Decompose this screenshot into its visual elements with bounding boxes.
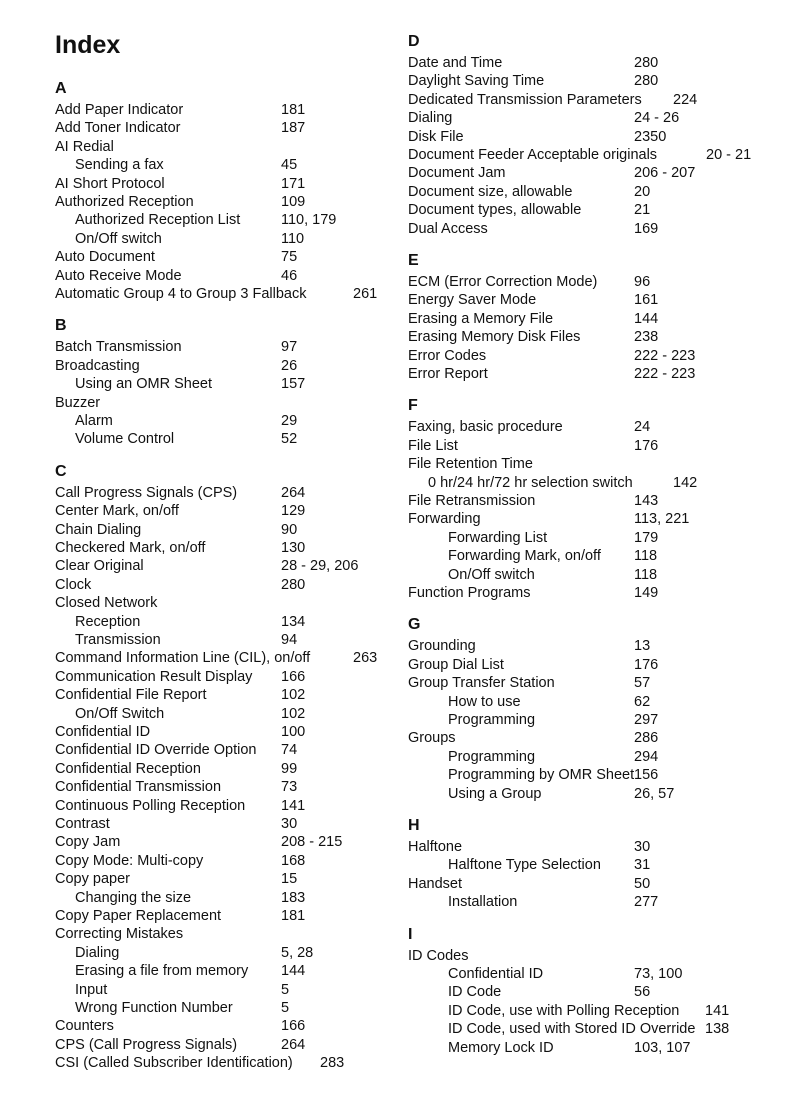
entry-page: 109 xyxy=(281,194,306,210)
entry-page: 29 xyxy=(281,413,298,429)
entry-term: Reception xyxy=(75,613,141,630)
entry-page: 283 xyxy=(320,1055,345,1072)
entry-page: 100 xyxy=(281,724,306,740)
entry-page: 20 xyxy=(634,183,651,200)
entry-term: Dedicated Transmission Parameters xyxy=(408,91,642,108)
entry-term: Dialing xyxy=(408,110,453,127)
entry-term: Confidential ID xyxy=(55,724,151,740)
entry-page: 129 xyxy=(281,503,306,520)
entry-page: 280 xyxy=(634,73,659,90)
entry-term: Automatic Group 4 to Group 3 Fallback xyxy=(55,286,307,302)
entry-term: Add Toner Indicator xyxy=(55,120,181,137)
entry-term: Confidential Transmission xyxy=(55,779,222,796)
entry-term: Confidential ID xyxy=(448,966,544,982)
entry-term: Sending a fax xyxy=(75,157,164,174)
entry-term: Copy Jam xyxy=(55,834,121,851)
entry-page: 157 xyxy=(281,376,306,393)
entry-page: 24 xyxy=(634,419,651,436)
entry-term: Contrast xyxy=(55,816,110,832)
entry-term: Disk File xyxy=(408,128,464,145)
entry-term: Confidential File Report xyxy=(55,687,207,704)
entry-page: 206 - 207 xyxy=(634,165,696,182)
entry-page: 30 xyxy=(281,816,298,832)
entry-page: 97 xyxy=(281,339,298,356)
entry-term: ID Code xyxy=(448,984,502,1001)
entry-page: 130 xyxy=(281,540,306,556)
entry-term: Group Transfer Station xyxy=(408,675,555,692)
entry-term: Group Dial List xyxy=(408,656,504,673)
entry-page: 169 xyxy=(634,220,659,237)
entry-page: 24 - 26 xyxy=(634,110,680,127)
entry-term: CPS (Call Progress Signals) xyxy=(55,1036,238,1053)
entry-page: 280 xyxy=(281,576,306,593)
entry-page: 142 xyxy=(673,474,698,491)
entry-term: Continuous Polling Reception xyxy=(55,797,246,814)
section-letter-b: B xyxy=(55,317,67,335)
entry-page: 156 xyxy=(634,767,659,784)
entry-term: Forwarding List xyxy=(448,529,548,546)
entry-page: 263 xyxy=(353,650,378,667)
entry-term: Erasing Memory Disk Files xyxy=(408,329,581,346)
entry-page: 5 xyxy=(281,1000,290,1016)
entry-page: 176 xyxy=(634,437,659,454)
section-letter-g: G xyxy=(408,616,421,634)
section-letter-e: E xyxy=(408,252,419,269)
entry-term: Changing the size xyxy=(75,889,192,906)
entry-term: Correcting Mistakes xyxy=(55,926,184,943)
entry-term: Clear Original xyxy=(55,558,144,575)
entry-term: Document types, allowable xyxy=(408,202,582,219)
entry-page: 294 xyxy=(634,748,659,765)
entry-term: Dialing xyxy=(75,944,120,961)
entry-page: 13 xyxy=(634,638,651,655)
entry-term: ECM (Error Correction Mode) xyxy=(408,274,598,290)
entry-term: On/Off switch xyxy=(75,230,162,247)
entry-page: 94 xyxy=(281,632,298,648)
entry-page: 264 xyxy=(281,484,306,501)
entry-term: Center Mark, on/off xyxy=(55,503,179,520)
entry-page: 264 xyxy=(281,1036,306,1053)
entry-term: Copy Paper Replacement xyxy=(55,908,222,924)
entry-term: Document size, allowable xyxy=(408,183,573,200)
entry-page: 50 xyxy=(634,875,651,892)
entry-page: 261 xyxy=(353,286,378,302)
entry-term: Auto Document xyxy=(55,249,155,266)
entry-term: Forwarding Mark, on/off xyxy=(448,548,601,565)
entry-page: 141 xyxy=(281,797,306,814)
entry-page: 28 - 29, 206 xyxy=(281,558,359,575)
entry-page: 143 xyxy=(634,493,659,509)
entry-page: 187 xyxy=(281,120,306,137)
entry-page: 222 - 223 xyxy=(634,347,696,364)
entry-term: Authorized Reception xyxy=(55,194,194,210)
entry-term: How to use xyxy=(448,693,521,710)
entry-term: Wrong Function Number xyxy=(75,1000,233,1016)
entry-page: 280 xyxy=(634,55,659,71)
entry-page: 5 xyxy=(281,981,290,998)
entry-page: 277 xyxy=(634,894,659,911)
entry-page: 144 xyxy=(281,963,306,980)
entry-page: 171 xyxy=(281,175,306,192)
section-letter-a: A xyxy=(55,80,67,97)
entry-term: Call Progress Signals (CPS) xyxy=(55,484,238,501)
entry-term: Command Information Line (CIL), on/off xyxy=(55,650,311,667)
section-letter-f: F xyxy=(408,397,418,415)
entry-term: Document Jam xyxy=(408,165,506,182)
entry-term: ID Code, use with Polling Reception xyxy=(448,1002,680,1019)
section-letter-i: I xyxy=(408,925,413,943)
entry-term: Counters xyxy=(55,1018,114,1035)
entry-page: 138 xyxy=(705,1021,730,1038)
entry-term: Chain Dialing xyxy=(55,521,142,538)
entry-page: 179 xyxy=(634,529,659,546)
entry-term: Programming by OMR Sheet xyxy=(448,767,635,784)
entry-term: Error Codes xyxy=(408,347,487,364)
entry-term: Input xyxy=(75,981,108,998)
entry-term: Handset xyxy=(408,875,463,892)
entry-term: 0 hr/24 hr/72 hr selection switch xyxy=(428,474,633,491)
entry-page: 96 xyxy=(634,274,651,290)
entry-page: 74 xyxy=(281,742,298,759)
entry-term: Checkered Mark, on/off xyxy=(55,540,206,556)
entry-page: 238 xyxy=(634,329,659,346)
entry-term: Forwarding xyxy=(408,511,481,528)
entry-page: 183 xyxy=(281,889,306,906)
entry-term: File List xyxy=(408,437,458,454)
entry-term: AI Redial xyxy=(55,138,114,155)
entry-term: Error Report xyxy=(408,366,488,382)
entry-page: 222 - 223 xyxy=(634,366,696,382)
entry-term: Broadcasting xyxy=(55,357,140,374)
entry-term: Communication Result Display xyxy=(55,668,253,685)
entry-page: 110, 179 xyxy=(281,212,337,229)
entry-page: 161 xyxy=(634,292,659,309)
entry-page: 297 xyxy=(634,712,659,728)
entry-term: Transmission xyxy=(75,632,161,648)
section-letter-d: D xyxy=(408,33,420,50)
entry-term: Batch Transmission xyxy=(55,339,182,356)
entry-term: Memory Lock ID xyxy=(448,1039,554,1056)
entry-term: Installation xyxy=(448,894,518,911)
entry-page: 176 xyxy=(634,656,659,673)
entry-term: Using a Group xyxy=(448,785,542,802)
entry-term: File Retransmission xyxy=(408,493,536,509)
entry-page: 99 xyxy=(281,760,298,777)
entry-page: 134 xyxy=(281,613,306,630)
entry-page: 149 xyxy=(634,585,659,601)
entry-page: 20 - 21 xyxy=(706,147,752,163)
entry-term: AI Short Protocol xyxy=(55,175,165,192)
entry-term: Copy paper xyxy=(55,871,130,888)
entry-page: 21 xyxy=(634,202,651,219)
entry-term: File Retention Time xyxy=(408,456,533,473)
entry-term: Programming xyxy=(448,748,536,765)
entry-page: 103, 107 xyxy=(634,1039,691,1056)
section-letter-c: C xyxy=(55,462,67,480)
entry-page: 166 xyxy=(281,1018,306,1035)
entry-term: On/Off Switch xyxy=(75,705,165,722)
entry-page: 31 xyxy=(634,857,651,874)
entry-term: Halftone xyxy=(408,839,463,855)
entry-page: 26 xyxy=(281,357,298,374)
entry-page: 90 xyxy=(281,521,298,538)
entry-term: Dual Access xyxy=(408,220,488,237)
entry-page: 113, 221 xyxy=(634,511,690,528)
entry-term: CSI (Called Subscriber Identification) xyxy=(55,1055,293,1072)
entry-term: Programming xyxy=(448,712,536,728)
entry-page: 73 xyxy=(281,779,298,796)
entry-page: 5, 28 xyxy=(281,944,314,961)
entry-term: Confidential ID Override Option xyxy=(55,742,257,759)
entry-page: 62 xyxy=(634,693,651,710)
section-letter-h: H xyxy=(408,817,420,834)
entry-term: Groups xyxy=(408,730,456,747)
entry-page: 2350 xyxy=(634,128,667,145)
entry-page: 102 xyxy=(281,705,306,722)
entry-page: 168 xyxy=(281,852,306,869)
entry-term: On/Off switch xyxy=(448,566,535,583)
entry-term: Erasing a file from memory xyxy=(75,963,249,980)
entry-term: Document Feeder Acceptable originals xyxy=(408,147,658,163)
entry-page: 46 xyxy=(281,267,298,284)
entry-page: 45 xyxy=(281,157,298,174)
entry-term: Daylight Saving Time xyxy=(408,73,545,90)
page-title: Index xyxy=(55,31,121,59)
entry-term: Clock xyxy=(55,576,92,593)
entry-page: 15 xyxy=(281,871,298,888)
entry-page: 57 xyxy=(634,675,651,692)
entry-page: 75 xyxy=(281,249,298,266)
entry-page: 102 xyxy=(281,687,306,704)
entry-term: Auto Receive Mode xyxy=(55,267,182,284)
entry-term: Copy Mode: Multi-copy xyxy=(55,852,204,869)
entry-page: 208 - 215 xyxy=(281,834,343,851)
entry-page: 118 xyxy=(634,566,658,583)
entry-term: Confidential Reception xyxy=(55,760,201,777)
entry-term: Closed Network xyxy=(55,595,158,612)
entry-page: 224 xyxy=(673,91,698,108)
entry-term: Volume Control xyxy=(75,431,175,448)
entry-page: 73, 100 xyxy=(634,966,683,982)
entry-term: Authorized Reception List xyxy=(75,212,241,229)
entry-page: 26, 57 xyxy=(634,785,675,802)
entry-page: 30 xyxy=(634,839,651,855)
entry-page: 181 xyxy=(281,908,306,924)
entry-page: 141 xyxy=(705,1002,730,1019)
entry-term: Energy Saver Mode xyxy=(408,292,537,309)
entry-term: Date and Time xyxy=(408,55,503,71)
entry-page: 52 xyxy=(281,431,298,448)
entry-page: 144 xyxy=(634,310,659,327)
entry-term: Using an OMR Sheet xyxy=(75,376,213,393)
entry-page: 166 xyxy=(281,668,306,685)
entry-page: 56 xyxy=(634,984,651,1001)
entry-page: 110 xyxy=(281,230,305,247)
entry-page: 118 xyxy=(634,548,658,565)
entry-term: ID Codes xyxy=(408,947,469,964)
entry-term: Erasing a Memory File xyxy=(408,310,554,327)
entry-term: Faxing, basic procedure xyxy=(408,419,563,436)
entry-term: Function Programs xyxy=(408,585,531,601)
entry-page: 286 xyxy=(634,730,659,747)
entry-term: Add Paper Indicator xyxy=(55,102,184,118)
entry-term: ID Code, used with Stored ID Override xyxy=(448,1021,696,1038)
entry-term: Buzzer xyxy=(55,394,101,411)
entry-term: Grounding xyxy=(408,638,476,655)
entry-page: 181 xyxy=(281,102,306,118)
entry-term: Alarm xyxy=(75,413,113,429)
entry-term: Halftone Type Selection xyxy=(448,857,601,874)
